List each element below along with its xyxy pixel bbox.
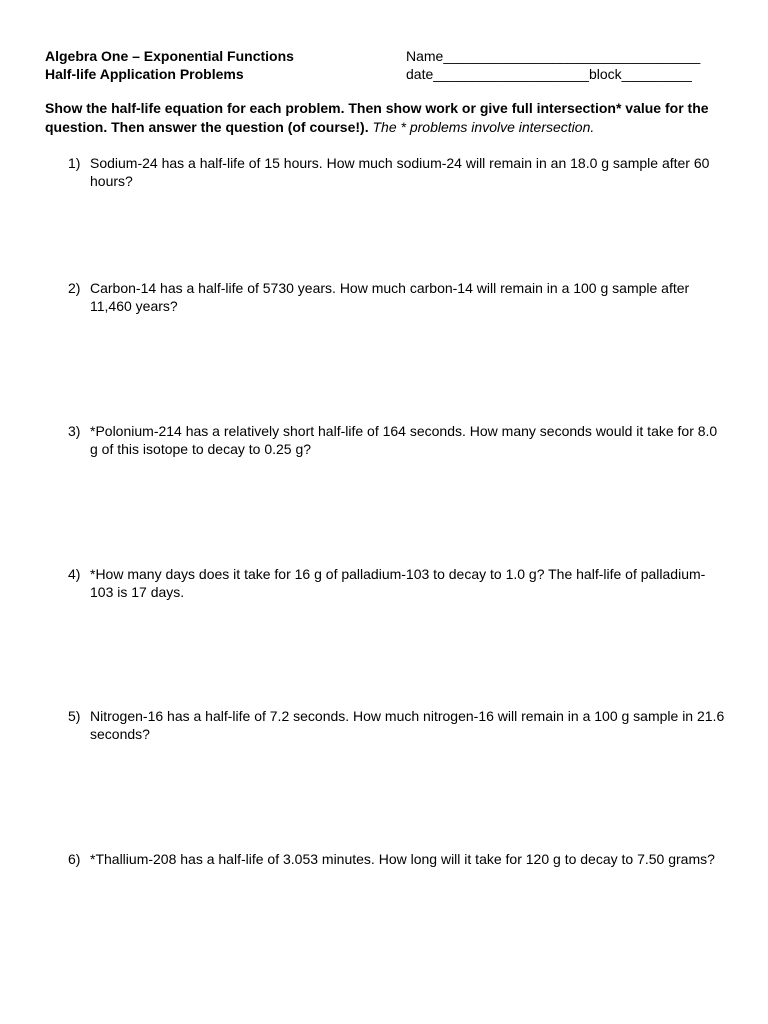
problem-number: 5) — [68, 708, 81, 724]
problem-5 — [68, 707, 728, 743]
problem-text: *Thallium-208 has a half-life of 3.053 minutes. How long will it take for 120 g to decay to 7.50 grams? — [90, 851, 715, 867]
worksheet-subtitle: Half-life Application Problems — [45, 66, 244, 82]
worksheet-title: Algebra One – Exponential Functions — [45, 48, 294, 64]
problem-text: Sodium-24 has a half-life of 15 hours. How much sodium-24 will remain in an 18.0 g sample after 60 hours? — [90, 155, 710, 189]
date-block-field: date____________________block_________ — [406, 66, 692, 82]
problem-number: 1) — [68, 155, 81, 171]
problem-text: Carbon-14 has a half-life of 5730 years. How much carbon-14 will remain in a 100 g sample after 11,460 years? — [90, 280, 690, 314]
problem-1 — [68, 154, 728, 190]
problem-text: *How many days does it take for 16 g of palladium-103 to decay to 1.0 g? The half-life of palladium-103 is 17 days. — [90, 566, 706, 600]
problem-3 — [68, 422, 728, 458]
instructions-italic-note: The * problems involve intersection. — [372, 119, 595, 135]
problem-text: *Polonium-214 has a relatively short half-life of 164 seconds. How many seconds would it take for 8.0 g of this isotope to decay to 0.25 g? — [90, 423, 718, 457]
problem-number: 3) — [68, 423, 81, 439]
instructions — [45, 99, 735, 137]
problem-text: Nitrogen-16 has a half-life of 7.2 seconds. How much nitrogen-16 will remain in a 100 g sample in 21.6 seconds? — [90, 708, 725, 742]
problem-number: 6) — [68, 851, 81, 867]
problem-6 — [68, 850, 728, 868]
name-field: Name_________________________________ — [406, 48, 701, 64]
problem-2 — [68, 279, 728, 315]
problem-number: 2) — [68, 280, 81, 296]
instructions-bold-text: Show the half-life equation for each problem. Then show work or give full intersection* value for the question. Then answer the question (of course!). — [45, 100, 709, 135]
problem-4 — [68, 565, 728, 601]
problem-number: 4) — [68, 566, 81, 582]
